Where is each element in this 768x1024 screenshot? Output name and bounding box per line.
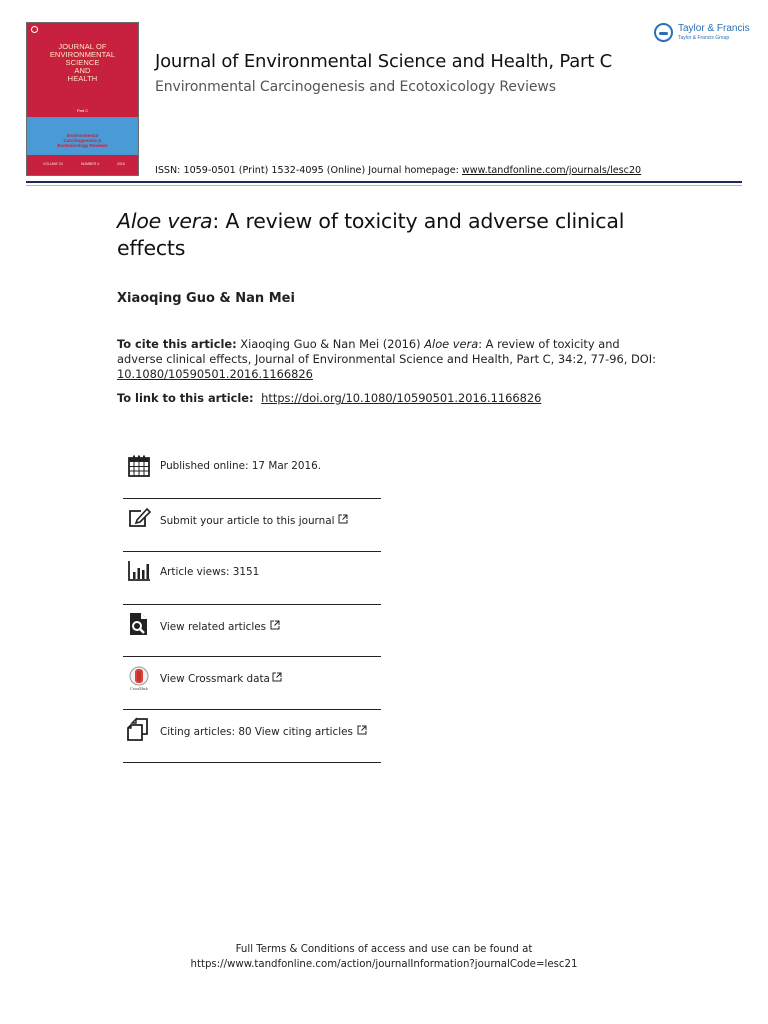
article-link-line: To link to this article: https://doi.org/10.1080/10590501.2016.1166826	[117, 391, 542, 405]
article-views-row	[123, 558, 381, 610]
cover-subtitle: Environmental Carcinogenesis & Ecotoxicology Reviews	[57, 133, 108, 148]
divider	[123, 709, 381, 710]
divider	[123, 656, 381, 657]
divider	[123, 604, 381, 605]
related-articles-link[interactable]: View related articles	[160, 621, 267, 633]
cover-title: JOURNAL OF ENVIRONMENTAL SCIENCE AND HEALTH	[49, 42, 116, 83]
edit-icon	[127, 506, 151, 530]
terms-link[interactable]: https://www.tandfonline.com/action/journalInformation?journalCode=lesc21	[190, 959, 578, 970]
article-title: Aloe vera: A review of toxicity and adverse clinical effects	[117, 209, 625, 260]
issn-line: ISSN: 1059-0501 (Print) 1532-4095 (Online) Journal homepage: www.tandfonline.com/journals/lesc20	[155, 165, 642, 176]
header-divider	[26, 181, 742, 183]
crossmark-icon: CrossMark	[127, 666, 151, 690]
terms-footer: Full Terms & Conditions of access and use can be found at https://www.tandfonline.com/action/journalInformation?journalCode=lesc21	[0, 942, 768, 972]
publisher-logo-icon	[31, 26, 38, 33]
copy-documents-icon	[127, 717, 151, 741]
submit-article-row[interactable]	[123, 505, 381, 557]
article-authors: Xiaoqing Guo & Nan Mei	[117, 291, 295, 306]
divider	[123, 551, 381, 552]
journal-cover-image: JOURNAL OF ENVIRONMENTAL SCIENCE AND HEALTH Part C Environmental Carcinogenesis & Ecotoxicology Reviews VOLUME 34 NUMBER 4 2016	[26, 22, 139, 176]
published-date: Published online: 17 Mar 2016.	[160, 460, 322, 472]
calendar-icon	[127, 454, 151, 478]
published-online-row	[123, 452, 381, 504]
citation-doi-link[interactable]: 10.1080/10590501.2016.1166826	[117, 367, 313, 381]
bar-chart-icon	[127, 559, 151, 583]
article-views-count: Article views: 3151	[160, 566, 260, 578]
journal-homepage-link[interactable]: www.tandfonline.com/journals/lesc20	[461, 165, 642, 176]
article-doi-link[interactable]: https://doi.org/10.1080/10590501.2016.1166826	[261, 391, 542, 405]
external-link-icon	[338, 514, 348, 524]
journal-title: Journal of Environmental Science and Health, Part C	[155, 51, 612, 72]
external-link-icon	[357, 725, 367, 735]
citing-articles-link[interactable]: Citing articles: 80 View citing articles	[160, 726, 353, 738]
crossmark-link[interactable]: View Crossmark data	[160, 673, 270, 685]
citation-block: To cite this article: Xiaoqing Guo & Nan Mei (2016) Aloe vera: A review of toxicity and adverse clinical effects, Journal of Environmental Science and Health, Part C, 34:2, 77-96, DOI: 10.1080/10590501.2016.1166826	[117, 337, 656, 381]
document-search-icon	[127, 612, 151, 636]
taylor-francis-icon	[654, 23, 673, 42]
citing-articles-row[interactable]	[123, 716, 381, 768]
divider	[123, 762, 381, 763]
submit-article-link[interactable]: Submit your article to this journal	[160, 515, 335, 527]
journal-subtitle: Environmental Carcinogenesis and Ecotoxicology Reviews	[155, 79, 556, 95]
header-divider-thin	[26, 185, 742, 186]
cover-part: Part C	[76, 108, 89, 113]
divider	[123, 498, 381, 499]
external-link-icon	[270, 620, 280, 630]
external-link-icon	[272, 672, 282, 682]
